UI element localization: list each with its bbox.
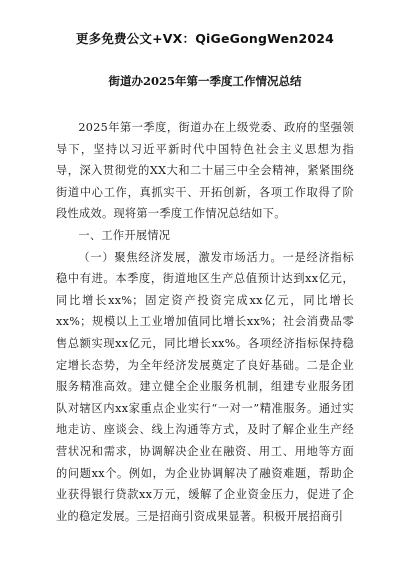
document-body bbox=[56, 117, 354, 527]
section-paragraph: （一）聚焦经济发展，激发市场活力。一是经济指标稳中有进。本季度，街道地区生产总值预计达到xx亿元，同比增长xx%；固定资产投资完成xx亿元，同比增长xx%；规模以上工业增加值同比增长xx%；社会消费品零售总额实现xx亿元，同比增长xx%。各项经济指标保持稳定增长态势，为全年经济发展奠定了良好基础。二是企业服务精准高效。建立健全企业服务机制，组建专业服务团队对辖区内xx家重点企业实行“一对一”精准服务。通过实地走访、座谈会、线上沟通等方式，及时了解企业生产经营状况和需求，协调解决企业在融资、用工、用地等方面的问题xx个。例如，为企业协调解决了融资难题，帮助企业获得银行贷款xx万元，缓解了企业资金压力，促进了企业的稳定发展。三是招商引资成果显著。积极开展招商引 bbox=[56, 250, 354, 523]
section-heading: 一、工作开展情况 bbox=[78, 228, 171, 242]
document-title: 街道办2025年第一季度工作情况总结 bbox=[108, 74, 302, 88]
watermark-header: 更多免费公文+VX：QiGeGongWen2024 bbox=[75, 31, 335, 46]
intro-paragraph: 2025年第一季度，街道办在上级党委、政府的坚强领导下，坚持以习近平新时代中国特色社会主义思想为指导，深入贯彻党的XX大和二十届三中全会精神，紧紧围绕街道中心工作，真抓实干、开拓创新，各项工作取得了阶段性成效。现将第一季度工作情况总结如下。 bbox=[56, 121, 354, 221]
